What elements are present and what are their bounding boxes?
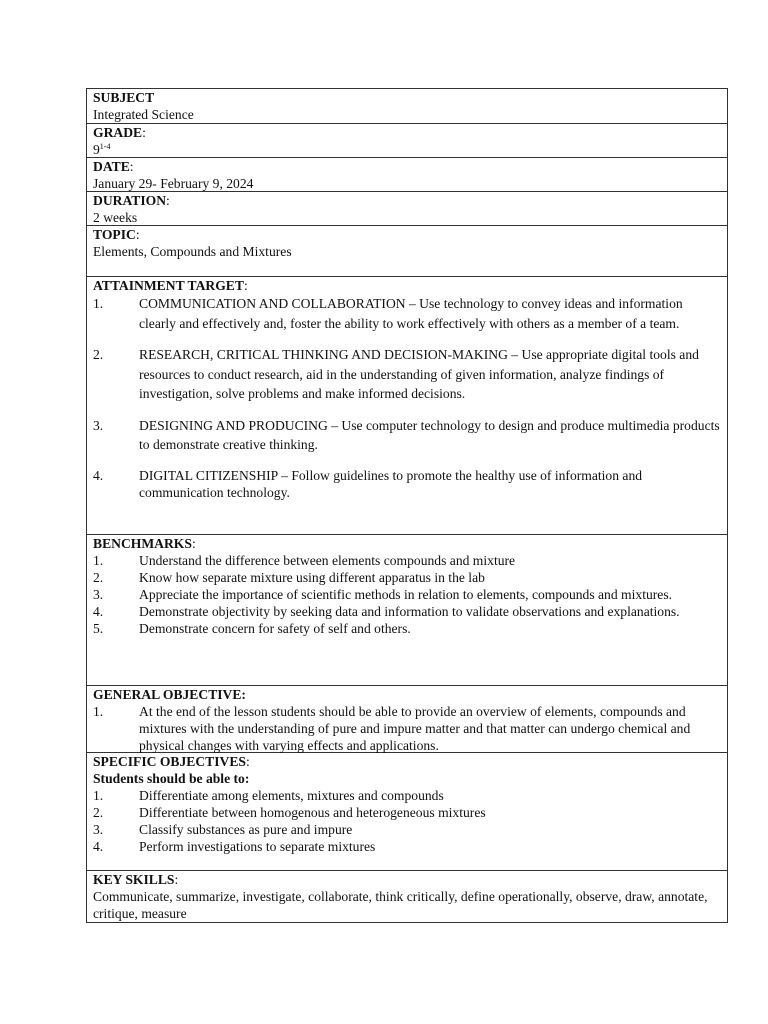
benchmark-item xyxy=(93,569,721,586)
key-skills-value: Communicate, summarize, investigate, collaborate, think critically, define operationally, observe, draw, annotate, critique, measure xyxy=(93,889,708,921)
general-objective-item-text: At the end of the lesson students should be able to provide an overview of elements, compounds and mixtures with the understanding of pure and impure matter and that matter can undergo chemical and physical changes with varying effects and applications. xyxy=(139,704,691,753)
benchmark-item-text: Know how separate mixture using different apparatus in the lab xyxy=(139,570,485,585)
attainment-item-text: DIGITAL CITIZENSHIP – Follow guidelines to promote the healthy use of information and communication technology. xyxy=(139,467,643,500)
grade-label: GRADE xyxy=(93,125,143,140)
specific-objective-item xyxy=(93,787,721,804)
benchmarks-list xyxy=(93,552,721,637)
attainment-item-number: 2. xyxy=(93,347,104,362)
attainment-item xyxy=(93,294,721,333)
general-objective-list xyxy=(93,703,721,754)
topic-label: TOPIC xyxy=(93,227,136,242)
subject-label: SUBJECT xyxy=(93,90,155,105)
key-skills-colon: : xyxy=(174,872,179,887)
general-objective-cell xyxy=(87,686,727,753)
topic-value: Elements, Compounds and Mixtures xyxy=(93,244,292,259)
duration-colon: : xyxy=(166,193,170,208)
duration-label: DURATION xyxy=(93,193,167,208)
attainment-item-number: 1. xyxy=(93,296,104,311)
attainment-item-text: COMMUNICATION AND COLLABORATION – Use technology to convey ideas and information clearly and effectively and, foster the ability to work effectively with others as a member of a team. xyxy=(139,296,683,331)
specific-objectives-list xyxy=(93,787,721,855)
attainment-item-number: 3. xyxy=(93,417,104,433)
benchmark-item-number: 1. xyxy=(93,553,104,568)
duration-cell xyxy=(87,192,727,226)
attainment-item-number: 4. xyxy=(93,467,104,483)
subject-cell xyxy=(87,89,727,124)
subject-value: Integrated Science xyxy=(93,107,194,122)
benchmark-item xyxy=(93,603,721,620)
specific-objective-item-text: Differentiate among elements, mixtures and compounds xyxy=(139,788,444,803)
benchmark-item-text: Demonstrate objectivity by seeking data and information to validate observations and explanations. xyxy=(139,604,680,619)
benchmark-item-number: 4. xyxy=(93,604,104,619)
specific-objective-item-text: Differentiate between homogenous and heterogeneous mixtures xyxy=(139,805,486,820)
date-colon: : xyxy=(129,159,134,174)
grade-colon: : xyxy=(142,125,146,140)
attainment-item-text: RESEARCH, CRITICAL THINKING AND DECISION-MAKING – Use appropriate digital tools and resources to conduct research, aid in the understanding of given information, analyze findings of investigation, solve problems and make informed decisions. xyxy=(139,347,699,401)
topic-colon: : xyxy=(135,227,140,242)
benchmark-item-number: 3. xyxy=(93,587,104,602)
attainment-item-text: DESIGNING AND PRODUCING – Use computer technology to design and produce multimedia products to demonstrate creative thinking. xyxy=(139,417,720,452)
specific-objective-item-number: 3. xyxy=(93,822,104,837)
specific-objective-item-number: 2. xyxy=(93,805,104,820)
benchmark-item-text: Demonstrate concern for safety of self and others. xyxy=(139,621,411,636)
grade-superscript: 1-4 xyxy=(99,142,111,151)
grade-value xyxy=(93,141,721,158)
benchmark-item xyxy=(93,586,721,603)
general-objective-label: GENERAL OBJECTIVE: xyxy=(93,687,246,702)
key-skills-label: KEY SKILLS xyxy=(93,872,175,887)
benchmark-item-number: 2. xyxy=(93,570,104,585)
topic-cell xyxy=(87,226,727,277)
grade-number: 9 xyxy=(93,142,100,157)
attainment-target-cell xyxy=(87,277,727,535)
date-label: DATE xyxy=(93,159,130,174)
attainment-label: ATTAINMENT TARGET xyxy=(93,278,244,293)
general-objective-item-number: 1. xyxy=(93,704,104,719)
date-cell xyxy=(87,158,727,192)
key-skills-cell xyxy=(87,871,727,922)
specific-objective-item-text: Classify substances as pure and impure xyxy=(139,822,353,837)
general-objective-item xyxy=(93,703,721,754)
date-value: January 29- February 9, 2024 xyxy=(93,176,254,191)
specific-objectives-cell xyxy=(87,753,727,871)
specific-objective-item-number: 1. xyxy=(93,788,104,803)
specific-objectives-colon: : xyxy=(245,754,250,769)
attainment-item xyxy=(93,345,721,404)
specific-objectives-label: SPECIFIC OBJECTIVES xyxy=(93,754,246,769)
lesson-plan-table xyxy=(86,88,728,923)
grade-cell xyxy=(87,124,727,158)
benchmarks-colon: : xyxy=(191,536,196,551)
benchmarks-cell xyxy=(87,535,727,686)
specific-objectives-sublabel: Students should be able to: xyxy=(93,771,250,786)
specific-objective-item-number: 4. xyxy=(93,839,104,854)
benchmark-item xyxy=(93,552,721,569)
attainment-item xyxy=(93,416,721,455)
benchmark-item-text: Appreciate the importance of scientific methods in relation to elements, compounds and mixtures. xyxy=(139,587,673,602)
attainment-colon: : xyxy=(243,278,248,293)
benchmark-item-number: 5. xyxy=(93,621,104,636)
specific-objective-item xyxy=(93,821,721,838)
duration-value: 2 weeks xyxy=(93,210,138,225)
specific-objective-item xyxy=(93,804,721,821)
attainment-item xyxy=(93,467,721,501)
benchmark-item-text: Understand the difference between elements compounds and mixture xyxy=(139,553,516,568)
specific-objective-item-text: Perform investigations to separate mixtures xyxy=(139,839,376,854)
attainment-list xyxy=(93,294,721,501)
benchmark-item xyxy=(93,620,721,637)
specific-objective-item xyxy=(93,838,721,855)
benchmarks-label: BENCHMARKS xyxy=(93,536,192,551)
